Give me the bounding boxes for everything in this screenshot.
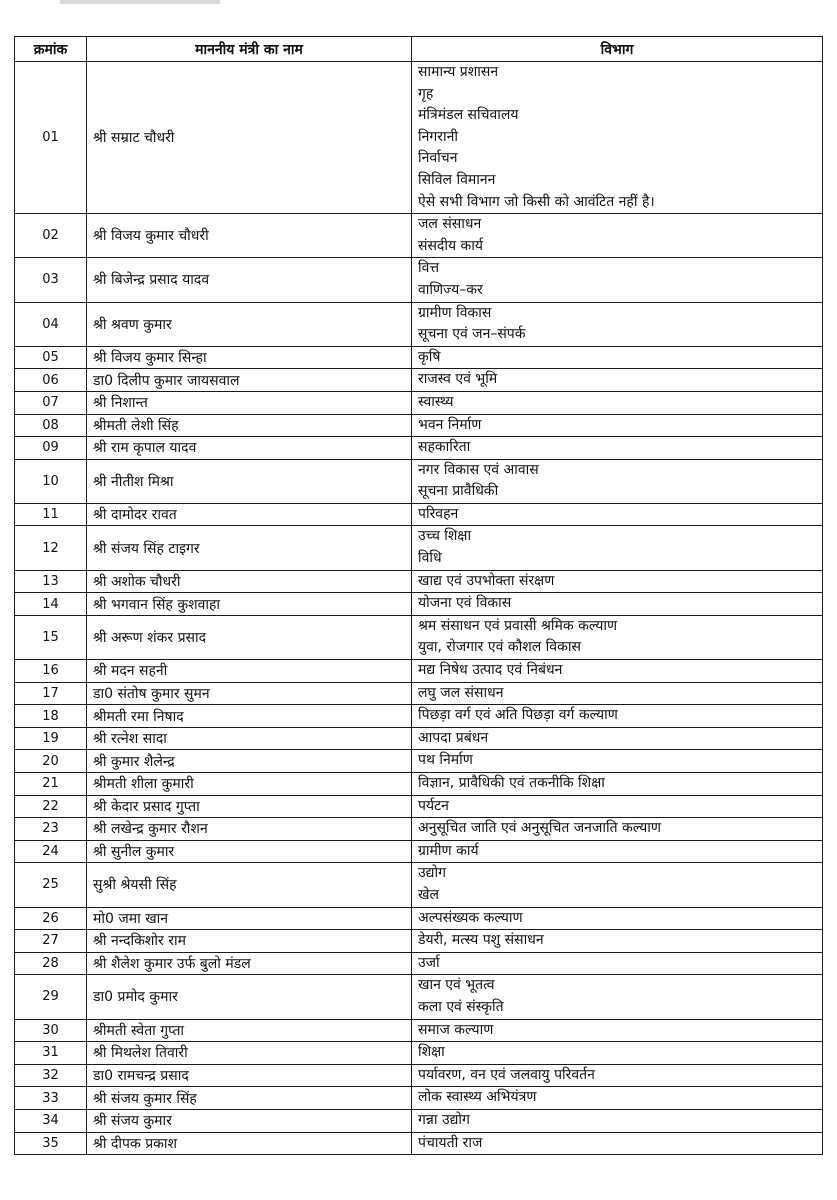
department-cell (412, 615, 823, 659)
table-row (15, 346, 823, 369)
minister-name: श्री केदार प्रसाद गुप्ता (87, 795, 412, 818)
minister-name: सुश्री श्रेयसी सिंह (87, 863, 412, 907)
department-name: ग्रामीण विकास (418, 304, 492, 321)
department-cell (412, 840, 823, 863)
department-name: पर्यटन (418, 797, 449, 814)
department-cell (412, 62, 823, 214)
department-name: पंचायती राज (418, 1134, 483, 1151)
department-cell (412, 302, 823, 346)
department-name: लघु जल संसाधन (418, 684, 504, 701)
minister-name: श्री श्रवण कुमार (87, 302, 412, 346)
serial-number: 20 (15, 750, 87, 773)
top-edge-mark (60, 0, 220, 4)
department-name: ग्रामीण कार्य (418, 842, 479, 859)
table-row (15, 62, 823, 214)
serial-number: 33 (15, 1087, 87, 1110)
table-row (15, 1087, 823, 1110)
department-name: विज्ञान, प्रावैधिकी एवं तकनीकि शिक्षा (418, 775, 605, 791)
table-row (15, 660, 823, 683)
department-name: सामान्य प्रशासन (418, 64, 499, 80)
department-name: पथ निर्माण (418, 752, 473, 769)
minister-name: श्री भगवान सिंह कुशवाहा (87, 593, 412, 616)
serial-number: 03 (15, 258, 87, 302)
table-row (15, 459, 823, 503)
department-cell (412, 1132, 823, 1155)
department-name: भवन निर्माण (418, 416, 482, 433)
table-row (15, 682, 823, 705)
table-row (15, 302, 823, 346)
serial-number: 27 (15, 930, 87, 953)
minister-name: श्रीमती शीला कुमारी (87, 773, 412, 796)
table-row (15, 1042, 823, 1065)
table-row (15, 615, 823, 659)
table-row (15, 1109, 823, 1132)
minister-name: डा0 प्रमोद कुमार (87, 975, 412, 1019)
serial-number: 32 (15, 1064, 87, 1087)
header-serial: क्रमांक (15, 37, 87, 62)
minister-name: श्री विजय कुमार चौधरी (87, 214, 412, 258)
department-name: योजना एवं विकास (418, 595, 512, 612)
serial-number: 18 (15, 705, 87, 728)
minister-name: श्रीमती लेशी सिंह (87, 414, 412, 437)
department-cell (412, 795, 823, 818)
department-name: राजस्व एवं भूमि (418, 371, 498, 388)
table-row (15, 952, 823, 975)
minister-name: श्री संजय कुमार सिंह (87, 1087, 412, 1110)
department-name: जल संसाधन (418, 216, 482, 233)
table-body (15, 62, 823, 1155)
department-cell (412, 907, 823, 930)
minister-name: श्री संजय कुमार (87, 1109, 412, 1132)
serial-number: 29 (15, 975, 87, 1019)
header-minister-name: माननीय मंत्री का नाम (87, 37, 412, 62)
department-name: परिवहन (418, 505, 459, 522)
department-name: पिछड़ा वर्ग एवं अति पिछड़ा वर्ग कल्याण (418, 707, 618, 724)
table-row (15, 773, 823, 796)
table-row (15, 414, 823, 437)
department-name: ऐसे सभी विभाग जो किसी को आवंटित नहीं है। (418, 193, 655, 210)
department-name: अनुसूचित जाति एवं अनुसूचित जनजाति कल्याण (418, 820, 662, 837)
department-cell (412, 437, 823, 460)
department-cell (412, 593, 823, 616)
table-row (15, 727, 823, 750)
department-name: वाणिज्य–कर (418, 281, 483, 298)
table-row (15, 391, 823, 414)
department-cell (412, 975, 823, 1019)
department-name: उर्जा (418, 954, 440, 971)
department-cell (412, 1087, 823, 1110)
department-name: श्रम संसाधन एवं प्रवासी श्रमिक कल्याण (418, 617, 618, 634)
serial-number: 02 (15, 214, 87, 258)
department-cell (412, 503, 823, 526)
table-row (15, 818, 823, 841)
department-name: समाज कल्याण (418, 1021, 494, 1038)
department-name: खान एवं भूतत्व (418, 977, 495, 994)
serial-number: 08 (15, 414, 87, 437)
department-name: युवा, रोजगार एवं कौशल विकास (418, 639, 581, 656)
department-name: सहकारिता (418, 439, 471, 456)
department-name: मंत्रिमंडल सचिवालय (418, 107, 519, 124)
minister-name: श्री दामोदर रावत (87, 503, 412, 526)
department-name: गृह (418, 85, 434, 102)
department-cell (412, 773, 823, 796)
serial-number: 31 (15, 1042, 87, 1065)
minister-name: श्री निशान्त (87, 391, 412, 414)
table-row (15, 437, 823, 460)
department-cell (412, 346, 823, 369)
department-name: विधि (418, 550, 442, 567)
serial-number: 23 (15, 818, 87, 841)
ministers-table (14, 36, 823, 1155)
department-cell (412, 705, 823, 728)
table-row (15, 705, 823, 728)
table-row (15, 750, 823, 773)
department-name: कृषि (418, 348, 441, 365)
department-cell (412, 930, 823, 953)
minister-name: श्री शैलेश कुमार उर्फ बुलो मंडल (87, 952, 412, 975)
table-row (15, 503, 823, 526)
table-row (15, 593, 823, 616)
department-name: आपदा प्रबंधन (418, 729, 489, 746)
serial-number: 04 (15, 302, 87, 346)
department-name: लोक स्वास्थ्य अभियंत्रण (418, 1089, 537, 1106)
department-cell (412, 414, 823, 437)
serial-number: 30 (15, 1019, 87, 1042)
department-name: निगरानी (418, 128, 459, 145)
table-row (15, 930, 823, 953)
department-cell (412, 459, 823, 503)
department-name: डेयरी, मत्स्य पशु संसाधन (418, 932, 544, 949)
minister-name: श्री नन्दकिशोर राम (87, 930, 412, 953)
minister-name: श्री मिथलेश तिवारी (87, 1042, 412, 1065)
table-row (15, 214, 823, 258)
department-name: उद्योग (418, 865, 446, 882)
department-cell (412, 1042, 823, 1065)
department-name: खेल (418, 886, 439, 903)
department-cell (412, 750, 823, 773)
minister-name: श्री अरूण शंकर प्रसाद (87, 615, 412, 659)
minister-name: श्री राम कृपाल यादव (87, 437, 412, 460)
minister-name: श्री विजय कुमार सिन्हा (87, 346, 412, 369)
department-name: निर्वाचन (418, 150, 458, 167)
department-name: नगर विकास एवं आवास (418, 461, 539, 478)
department-cell (412, 391, 823, 414)
serial-number: 24 (15, 840, 87, 863)
table-row (15, 795, 823, 818)
serial-number: 11 (15, 503, 87, 526)
serial-number: 05 (15, 346, 87, 369)
department-cell (412, 1109, 823, 1132)
department-cell (412, 818, 823, 841)
department-name: सूचना प्रावैधिकी (418, 483, 499, 500)
minister-name: श्री सुनील कुमार (87, 840, 412, 863)
minister-name: डा0 रामचन्द्र प्रसाद (87, 1064, 412, 1087)
department-cell (412, 952, 823, 975)
department-cell (412, 526, 823, 570)
department-name: स्वास्थ्य (418, 393, 454, 410)
minister-name: डा0 दिलीप कुमार जायसवाल (87, 369, 412, 392)
minister-name: मो0 जमा खान (87, 907, 412, 930)
department-name: वित्त (418, 260, 440, 277)
table-row (15, 570, 823, 593)
table-row (15, 369, 823, 392)
department-cell (412, 863, 823, 907)
department-cell (412, 258, 823, 302)
department-name: शिक्षा (418, 1044, 445, 1061)
department-name: सिविल विमानन (418, 171, 496, 188)
minister-name: श्रीमती स्वेता गुप्ता (87, 1019, 412, 1042)
serial-number: 15 (15, 615, 87, 659)
table-row (15, 1064, 823, 1087)
serial-number: 09 (15, 437, 87, 460)
header-row (15, 37, 823, 62)
serial-number: 19 (15, 727, 87, 750)
serial-number: 21 (15, 773, 87, 796)
department-cell (412, 570, 823, 593)
table-row (15, 1132, 823, 1155)
table-row (15, 907, 823, 930)
serial-number: 26 (15, 907, 87, 930)
table-row (15, 258, 823, 302)
minister-name: श्री नीतीश मिश्रा (87, 459, 412, 503)
minister-name: श्री रत्नेश सादा (87, 727, 412, 750)
table-row (15, 863, 823, 907)
minister-name: श्री अशोक चौधरी (87, 570, 412, 593)
department-name: खाद्य एवं उपभोक्ता संरक्षण (418, 572, 555, 589)
department-name: मद्य निषेध उत्पाद एवं निबंधन (418, 662, 563, 679)
serial-number: 14 (15, 593, 87, 616)
department-name: उच्च शिक्षा (418, 528, 472, 545)
department-name: पर्यावरण, वन एवं जलवायु परिवर्तन (418, 1066, 595, 1083)
minister-name: डा0 संतोष कुमार सुमन (87, 682, 412, 705)
serial-number: 16 (15, 660, 87, 683)
department-name: अल्पसंख्यक कल्याण (418, 909, 523, 926)
serial-number: 10 (15, 459, 87, 503)
department-name: कला एवं संस्कृति (418, 998, 504, 1015)
department-cell (412, 660, 823, 683)
serial-number: 22 (15, 795, 87, 818)
department-cell (412, 1019, 823, 1042)
department-name: संसदीय कार्य (418, 237, 484, 254)
department-cell (412, 727, 823, 750)
header-department: विभाग (412, 37, 823, 62)
serial-number: 28 (15, 952, 87, 975)
minister-name: श्रीमती रमा निषाद (87, 705, 412, 728)
minister-name: श्री दीपक प्रकाश (87, 1132, 412, 1155)
serial-number: 13 (15, 570, 87, 593)
minister-name: श्री लखेन्द्र कुमार रौशन (87, 818, 412, 841)
department-cell (412, 1064, 823, 1087)
serial-number: 25 (15, 863, 87, 907)
serial-number: 17 (15, 682, 87, 705)
serial-number: 01 (15, 62, 87, 214)
minister-name: श्री बिजेन्द्र प्रसाद यादव (87, 258, 412, 302)
department-cell (412, 214, 823, 258)
serial-number: 12 (15, 526, 87, 570)
serial-number: 07 (15, 391, 87, 414)
minister-name: श्री मदन सहनी (87, 660, 412, 683)
table-row (15, 526, 823, 570)
serial-number: 34 (15, 1109, 87, 1132)
table-header (15, 37, 823, 62)
minister-name: श्री कुमार शैलेन्द्र (87, 750, 412, 773)
department-cell (412, 682, 823, 705)
serial-number: 06 (15, 369, 87, 392)
table-row (15, 1019, 823, 1042)
table-row (15, 840, 823, 863)
minister-name: श्री सम्राट चौधरी (87, 62, 412, 214)
department-name: सूचना एवं जन–संपर्क (418, 326, 526, 343)
table-row (15, 975, 823, 1019)
department-cell (412, 369, 823, 392)
minister-name: श्री संजय सिंह टाइगर (87, 526, 412, 570)
serial-number: 35 (15, 1132, 87, 1155)
department-name: गन्ना उद्योग (418, 1111, 470, 1128)
